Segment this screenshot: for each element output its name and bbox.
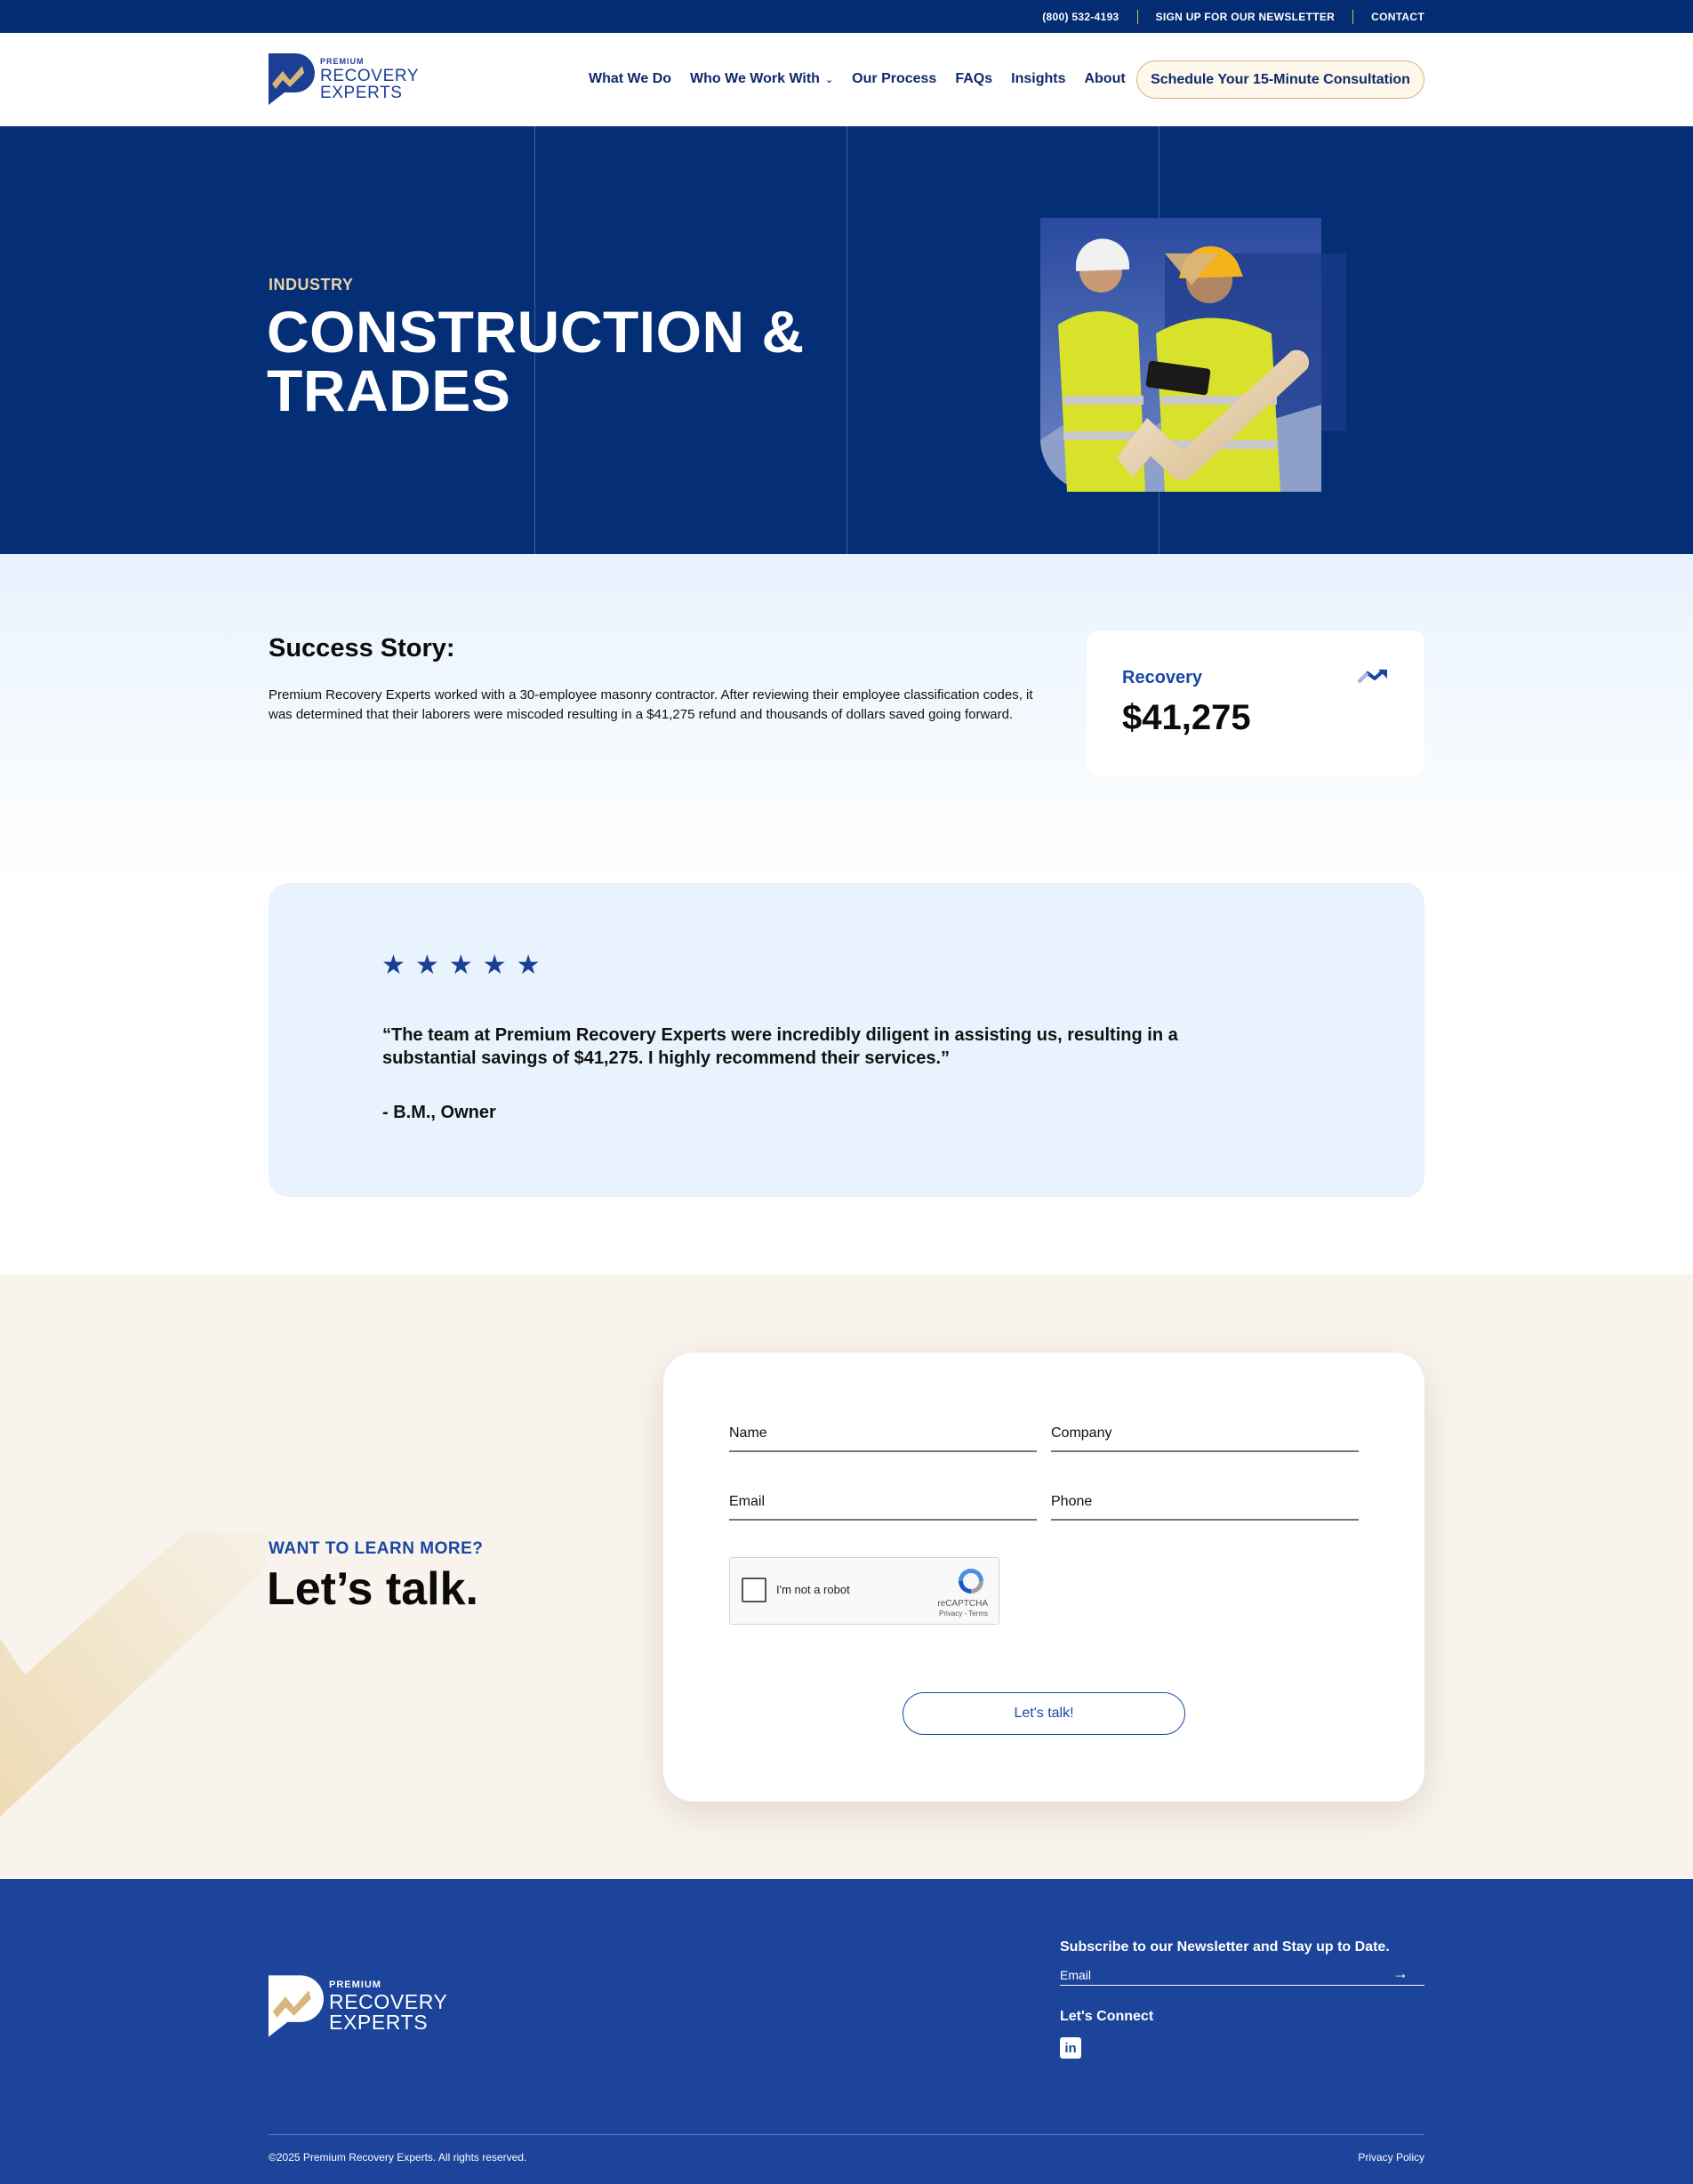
logo-premium: PREMIUM bbox=[320, 56, 365, 66]
email-label: Email bbox=[729, 1494, 766, 1509]
nav-what-we-do[interactable]: What We Do bbox=[589, 71, 672, 86]
logo-mark-icon bbox=[269, 53, 315, 105]
contact-eyebrow: WANT TO LEARN MORE? bbox=[269, 1539, 484, 1558]
nav-who-we-work-with-label: Who We Work With bbox=[690, 71, 820, 86]
contact-form bbox=[663, 1353, 1424, 1802]
logo-experts: EXPERTS bbox=[320, 83, 403, 102]
nav-our-process[interactable]: Our Process bbox=[852, 71, 937, 86]
name-field[interactable] bbox=[729, 1425, 1037, 1452]
recaptcha-icon bbox=[954, 1565, 988, 1597]
contact-section bbox=[0, 1274, 1693, 1879]
nav-insights[interactable]: Insights bbox=[1011, 71, 1066, 86]
submit-button[interactable]: Let's talk! bbox=[903, 1692, 1185, 1735]
trending-up-icon bbox=[1357, 668, 1389, 686]
chevron-down-icon: ⌄ bbox=[824, 74, 834, 85]
schedule-consultation-button[interactable]: Schedule Your 15-Minute Consultation bbox=[1136, 60, 1424, 99]
recaptcha-brand: reCAPTCHA bbox=[937, 1599, 988, 1609]
logo-premium: PREMIUM bbox=[329, 1979, 381, 1990]
hero-title bbox=[267, 299, 805, 423]
logo-experts: EXPERTS bbox=[329, 2010, 429, 2034]
star-icon: ★ bbox=[482, 951, 507, 980]
utility-links bbox=[1042, 0, 1424, 33]
star-rating bbox=[381, 952, 550, 979]
contact-link[interactable]: CONTACT bbox=[1371, 10, 1424, 23]
divider bbox=[1137, 10, 1138, 24]
story-text: Premium Recovery Experts worked with a 30-employee masonry contractor. After reviewing their employee classification codes, it was determined that their laborers were miscoded resulting in a $41,275 refund and thousands of dollars saved going forward. bbox=[269, 687, 1033, 722]
testimonial-card bbox=[269, 883, 1424, 1197]
linkedin-icon[interactable]: in bbox=[1060, 2037, 1081, 2059]
construction-workers-image bbox=[1040, 218, 1346, 492]
recaptcha-checkbox[interactable] bbox=[742, 1578, 766, 1602]
logo-recovery: RECOVERY bbox=[320, 66, 420, 85]
top-utility-bar bbox=[0, 0, 1693, 33]
name-label: Name bbox=[729, 1425, 767, 1441]
main-nav bbox=[589, 58, 1144, 100]
star-icon: ★ bbox=[381, 951, 405, 980]
nav-about[interactable]: About bbox=[1084, 71, 1126, 86]
recovery-card bbox=[1087, 630, 1424, 775]
hero-title-line2: TRADES bbox=[267, 357, 511, 423]
arrow-right-icon[interactable]: → bbox=[1392, 1964, 1408, 1982]
recaptcha-widget bbox=[729, 1557, 999, 1625]
nav-faqs[interactable]: FAQs bbox=[955, 71, 993, 86]
company-field[interactable] bbox=[1051, 1425, 1359, 1452]
privacy-policy-link[interactable]: Privacy Policy bbox=[1358, 2151, 1424, 2164]
contact-title: Let’s talk. bbox=[267, 1563, 478, 1615]
newsletter-link[interactable]: SIGN UP FOR OUR NEWSLETTER bbox=[1155, 10, 1336, 23]
grid-line bbox=[846, 126, 847, 554]
site-logo[interactable] bbox=[269, 53, 419, 105]
copyright-text: ©2025 Premium Recovery Experts. All rights reserved. bbox=[269, 2151, 527, 2164]
newsletter-email-input[interactable] bbox=[1060, 1966, 1424, 1986]
company-label: Company bbox=[1051, 1425, 1112, 1441]
footer-logo[interactable] bbox=[269, 1975, 447, 2037]
recaptcha-label: I'm not a robot bbox=[776, 1583, 850, 1596]
success-story-section bbox=[0, 554, 1693, 883]
testimonial-quote: “The team at Premium Recovery Experts were incredibly diligent in assisting us, resulting in a substantial savings of $41,275. I highly recommend their services.” bbox=[382, 1025, 1178, 1068]
logo-wordmark bbox=[320, 58, 419, 101]
phone-label: Phone bbox=[1051, 1494, 1093, 1509]
logo-wordmark bbox=[329, 1980, 447, 2033]
recovery-label: Recovery bbox=[1122, 668, 1203, 687]
story-title: Success Story: bbox=[269, 634, 455, 662]
email-field[interactable] bbox=[729, 1494, 1037, 1521]
testimonial-author: - B.M., Owner bbox=[382, 1103, 496, 1122]
nav-who-we-work-with[interactable] bbox=[690, 71, 833, 87]
star-icon: ★ bbox=[448, 951, 473, 980]
recovery-amount: $41,275 bbox=[1122, 698, 1251, 737]
divider bbox=[1352, 10, 1353, 24]
decorative-chevron bbox=[0, 1532, 267, 1879]
hero-section bbox=[0, 126, 1693, 554]
recaptcha-links[interactable]: Privacy - Terms bbox=[939, 1610, 988, 1618]
hero-title-line1: CONSTRUCTION & bbox=[267, 299, 805, 365]
phone-field[interactable] bbox=[1051, 1494, 1359, 1521]
logo-recovery: RECOVERY bbox=[329, 1989, 448, 2013]
star-icon: ★ bbox=[516, 951, 541, 980]
phone-link[interactable]: (800) 532-4193 bbox=[1042, 10, 1119, 23]
logo-mark-icon bbox=[269, 1975, 324, 2037]
connect-heading: Let's Connect bbox=[1060, 2009, 1154, 2024]
hero-eyebrow: INDUSTRY bbox=[269, 276, 354, 293]
site-footer bbox=[0, 1879, 1693, 2184]
star-icon: ★ bbox=[414, 951, 439, 980]
newsletter-title: Subscribe to our Newsletter and Stay up to Date. bbox=[1060, 1939, 1390, 1955]
footer-divider bbox=[269, 2134, 1424, 2135]
newsletter-email-label: Email bbox=[1060, 1968, 1092, 1982]
